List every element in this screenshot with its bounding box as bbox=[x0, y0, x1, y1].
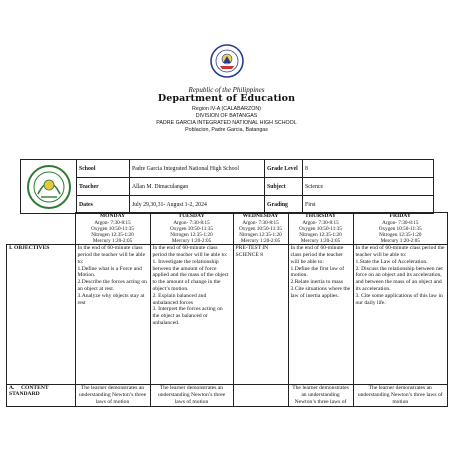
division-text: DIVISION OF BATANGAS bbox=[195, 113, 258, 119]
objectives-label: I. OBJECTIVES bbox=[7, 245, 76, 385]
dates-value: July 29,30,31- August 1-2, 2024 bbox=[130, 196, 265, 214]
day-tuesday: TUESDAY Argon- 7:30-8:15 Oxygen 10:50-11:35 Nitrogen 12:35-1:20 Mercury 1:20-2:05 bbox=[150, 213, 233, 245]
deped-seal-icon bbox=[210, 44, 244, 78]
objectives-friday: In the end of 60-minute class period the teacher will be able to: 1.State the Law of Acceleration. 2. Discuss the relationship between net force on an object and its acceleration, and between the mass of an object and its acceleration. 3. Cite some applications of this law in our daily life. bbox=[353, 245, 448, 385]
school-name-text: PADRE GARCIA INTEGRATED NATIONAL HIGH SCHOOL bbox=[156, 120, 297, 126]
content-standard-tuesday: The learner demonstrates an understanding Newton’s three laws of motion bbox=[150, 385, 233, 406]
day-monday: MONDAY Argon- 7:30-8:15 Oxygen 10:50-11:35 Nitrogen 12:35-1:20 Mercury 1:20-2:05 bbox=[75, 213, 150, 245]
subject-value: Science bbox=[303, 178, 434, 196]
objectives-thursday: In the end of 60-minute class period the teacher will be able to: 1.Define the first law of motion. 2.Relate inertia to mass 3.Cite situations where the law of inertia applies. bbox=[288, 245, 353, 385]
subject-label: Subject bbox=[265, 178, 303, 196]
objectives-monday: In the end of 60-minute class period the teacher will be able to: 1.Define what is a Force and Motion. 2.Describe the forces acting on an object at rest. 3.Analyze why objects stay at rest bbox=[75, 245, 150, 385]
republic-text: Republic of the Philippines bbox=[188, 86, 265, 94]
lesson-plan-table bbox=[6, 212, 448, 407]
day-thursday: THURSDAY Argon- 7:30-8:15 Oxygen 10:50-11:35 Nitrogen 12:35-1:20 Mercury 1:20-2:05 bbox=[288, 213, 353, 245]
grade-value: 8 bbox=[303, 160, 434, 178]
grade-label: Grade Level bbox=[265, 160, 303, 178]
teacher-label: Teacher bbox=[77, 178, 130, 196]
objectives-row bbox=[7, 245, 448, 385]
content-standard-wednesday bbox=[233, 385, 288, 406]
days-header-row bbox=[7, 213, 448, 245]
school-value: Padre Garcia Integrated National High School bbox=[130, 160, 265, 178]
day-wednesday: WEDNESDAY Argon- 7:30-8:15 Oxygen 10:50-11:35 Nitrogen 12:35-1:20 Mercury 1:20-2:05 bbox=[233, 213, 288, 245]
objectives-tuesday: In the end of 60-minute class period the teacher will be able to: 1. Investigate the relationship between the amount of force applied and the mass of the object to the amount of change in the object’s motion. 2. Explain balanced and unbalanced forces 3. Interpret the forces acting on the object as balanced or unbalanced. bbox=[150, 245, 233, 385]
content-standard-label: A. CONTENT STANDARD bbox=[7, 385, 76, 406]
department-title: Department of Education bbox=[157, 93, 296, 104]
school-logo-cell bbox=[21, 160, 77, 214]
content-standard-thursday: The learner demonstrates an understanding Newton’s three laws of bbox=[288, 385, 353, 406]
content-standard-row bbox=[7, 385, 448, 406]
day-friday: FRIDAY Argon- 7:30-8:15 Oxygen 10:50-11:35 Nitrogen 12:35-1:20 Mercury 1:20-2:05 bbox=[353, 213, 448, 245]
info-table bbox=[20, 159, 434, 214]
grading-label: Grading bbox=[265, 196, 303, 214]
teacher-value: Allan M. Dimaculangan bbox=[130, 178, 265, 196]
content-standard-monday: The learner demonstrates an understanding Newton’s three laws of motion bbox=[75, 385, 150, 406]
dates-label: Dates bbox=[77, 196, 130, 214]
objectives-wednesday: PRE-TEST IN SCIENCE 8 bbox=[233, 245, 288, 385]
school-logo-icon bbox=[26, 164, 72, 210]
content-standard-friday: The learner demonstrates an understanding Newton’s three laws of motion bbox=[353, 385, 448, 406]
grading-value: First bbox=[303, 196, 434, 214]
region-text: Region IV-A (CALABARZON) bbox=[192, 106, 261, 112]
address-text: Poblacion, Padre Garcia, Batangas bbox=[185, 127, 268, 133]
school-label: School bbox=[77, 160, 130, 178]
